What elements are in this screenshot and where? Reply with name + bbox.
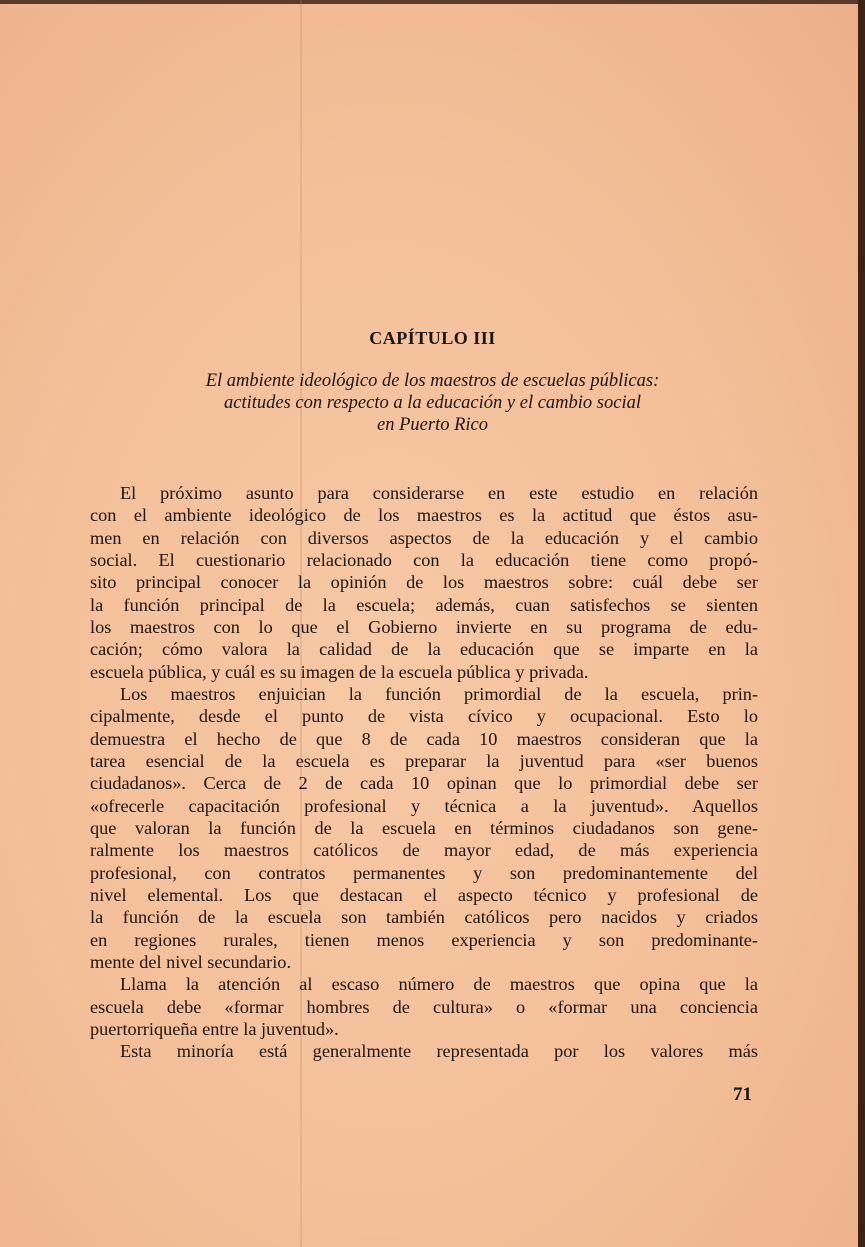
text-line: mente del nivel secundario. [90,951,292,972]
text-line: «ofrecerle capacitación profesional y técnica a la juventud». Aquellos [90,795,758,816]
text-line: El próximo asunto para considerarse en este estudio en relación [120,483,758,503]
text-line: la función principal de la escuela; además, cuan satisfechos se sienten [90,594,758,615]
text-line: demuestra el hecho de que 8 de cada 10 maestros consideran que la [90,728,758,749]
text-line: escuela pública, y cuál es su imagen de la escuela pública y privada. [90,661,589,682]
text-line: escuela debe «formar hombres de cultura» o «formar una conciencia [90,996,758,1017]
text-line: la función de la escuela son también católicos pero nacidos y criados [90,907,758,928]
body-text [90,482,758,1063]
chapter-title-line: actitudes con respecto a la educación y el cambio social [224,393,641,413]
text-line: con el ambiente ideológico de los maestros es la actitud que éstos asu- [90,505,758,526]
text-line: Llama la atención al escaso número de maestros que opina que la [120,974,758,995]
text-line: nivel elemental. Los que destacan el aspecto técnico y profesional de [90,884,758,905]
text-line: puertorriqueña entre la juventud». [90,1018,339,1039]
chapter-title-line: en Puerto Rico [377,415,488,435]
text-line: cación; cómo valora la calidad de la educación que se imparte en la [90,639,758,660]
chapter-heading: CAPÍTULO III [369,328,496,348]
text-line: tarea esencial de la escuela es preparar la juventud para «ser buenos [90,750,758,771]
page-top-edge [0,0,858,4]
text-line: sito principal conocer la opinión de los maestros sobre: cuál debe ser [90,572,758,593]
text-line: social. El cuestionario relacionado con la educación tiene como propó- [90,549,758,570]
chapter-title-line: El ambiente ideológico de los maestros de escuelas públicas: [205,371,660,391]
page-number: 71 [733,1084,752,1105]
text-line: que valoran la función de la escuela en términos ciudadanos son gene- [90,817,758,838]
text-line: los maestros con lo que el Gobierno invierte en su programa de edu- [90,616,758,637]
text-line: cipalmente, desde el punto de vista cívico y ocupacional. Esto lo [90,706,758,727]
text-line: en regiones rurales, tienen menos experiencia y son predominante- [90,929,758,950]
text-line: men en relación con diversos aspectos de la educación y el cambio [90,527,758,548]
text-line: ciudadanos». Cerca de 2 de cada 10 opinan que lo primordial debe ser [90,773,758,794]
text-line: ralmente los maestros católicos de mayor edad, de más experiencia [90,840,758,861]
text-line: profesional, con contratos permanentes y son predominantemente del [90,862,758,883]
text-line: Los maestros enjuician la función primordial de la escuela, prin- [120,683,758,704]
text-line: Esta minoría está generalmente representada por los valores más [120,1041,758,1062]
chapter-title [120,370,745,436]
page-right-edge [858,0,865,1247]
